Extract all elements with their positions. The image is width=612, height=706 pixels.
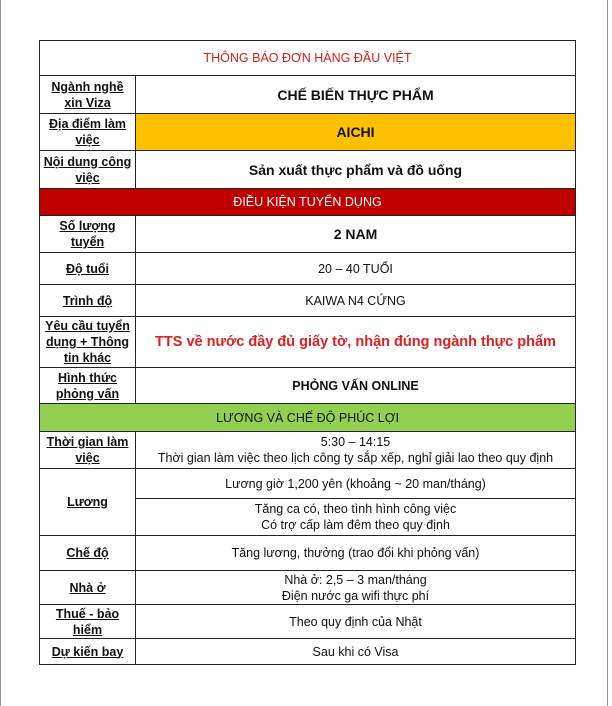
row-label: Lương bbox=[40, 469, 136, 536]
row-value: CHẾ BIẾN THỰC PHẨM bbox=[136, 76, 576, 114]
row-value: 20 – 40 TUỔI bbox=[136, 253, 576, 285]
row-label: Nhà ở bbox=[40, 571, 136, 605]
table-row bbox=[40, 571, 576, 605]
table-row bbox=[40, 253, 576, 285]
row-label: Trình độ bbox=[40, 285, 136, 317]
row-label: Ngành nghề xin Viza bbox=[40, 76, 136, 114]
row-value: Lương giờ 1,200 yên (khoảng ~ 20 man/tháng) bbox=[136, 469, 576, 499]
section-header-conditions bbox=[40, 189, 576, 216]
row-label: Độ tuổi bbox=[40, 253, 136, 285]
row-value bbox=[136, 432, 576, 469]
utilities-note: Điện nước ga wifi thực phí bbox=[281, 588, 430, 603]
section-title: ĐIỀU KIỆN TUYỂN DỤNG bbox=[40, 189, 576, 216]
row-label: Thuế - bảo hiểm bbox=[40, 605, 136, 639]
row-value: Tăng lương, thưởng (trao đổi khi phỏng vấn) bbox=[136, 536, 576, 571]
work-time-note: Thời gian làm việc theo lịch công ty sắp xếp, nghỉ giải lao theo quy định bbox=[157, 451, 554, 465]
table-row bbox=[40, 469, 576, 499]
row-label: Thời gian làm việc bbox=[40, 432, 136, 469]
row-label: Yêu cầu tuyển dụng + Thông tin khác bbox=[40, 317, 136, 368]
row-value: TTS về nước đầy đủ giấy tờ, nhận đúng ngành thực phẩm bbox=[136, 317, 576, 368]
row-value: KAIWA N4 CỨNG bbox=[136, 285, 576, 317]
page-title: THÔNG BÁO ĐƠN HÀNG ĐẦU VIỆT bbox=[40, 41, 576, 76]
housing-cost: Nhà ở: 2,5 – 3 man/tháng bbox=[284, 572, 427, 587]
table-row bbox=[40, 216, 576, 253]
table-row bbox=[40, 432, 576, 469]
table-row bbox=[40, 536, 576, 571]
table-row bbox=[40, 639, 576, 665]
row-value: Sau khi có Visa bbox=[136, 639, 576, 665]
job-order-table bbox=[39, 40, 576, 665]
row-value bbox=[136, 571, 576, 605]
row-value bbox=[136, 499, 576, 536]
row-value: PHỎNG VẤN ONLINE bbox=[136, 368, 576, 404]
night-allowance-note: Có trợ cấp làm đêm theo quy định bbox=[261, 518, 450, 532]
section-header-benefits bbox=[40, 404, 576, 432]
row-value: Theo quy định của Nhật bbox=[136, 605, 576, 639]
table-row bbox=[40, 114, 576, 151]
row-value: Sản xuất thực phẩm và đồ uống bbox=[136, 151, 576, 189]
row-value: AICHI bbox=[136, 114, 576, 151]
overtime-note: Tăng ca có, theo tình hình công việc bbox=[254, 502, 457, 516]
section-title: LƯƠNG VÀ CHẾ ĐỘ PHÚC LỢI bbox=[40, 404, 576, 432]
table-row bbox=[40, 76, 576, 114]
row-label: Nội dung công việc bbox=[40, 151, 136, 189]
work-time-hours: 5:30 – 14:15 bbox=[320, 435, 391, 449]
window-left-border bbox=[0, 0, 1, 706]
table-row bbox=[40, 317, 576, 368]
row-label: Dự kiến bay bbox=[40, 639, 136, 665]
table-row bbox=[40, 605, 576, 639]
window-right-border bbox=[607, 0, 608, 706]
row-label: Chế độ bbox=[40, 536, 136, 571]
row-value: 2 NAM bbox=[136, 216, 576, 253]
title-row bbox=[40, 41, 576, 76]
row-label: Hình thức phỏng vấn bbox=[40, 368, 136, 404]
table-row bbox=[40, 368, 576, 404]
table-row bbox=[40, 151, 576, 189]
table-row bbox=[40, 285, 576, 317]
row-label: Địa điểm làm việc bbox=[40, 114, 136, 151]
row-label: Số lượng tuyển bbox=[40, 216, 136, 253]
